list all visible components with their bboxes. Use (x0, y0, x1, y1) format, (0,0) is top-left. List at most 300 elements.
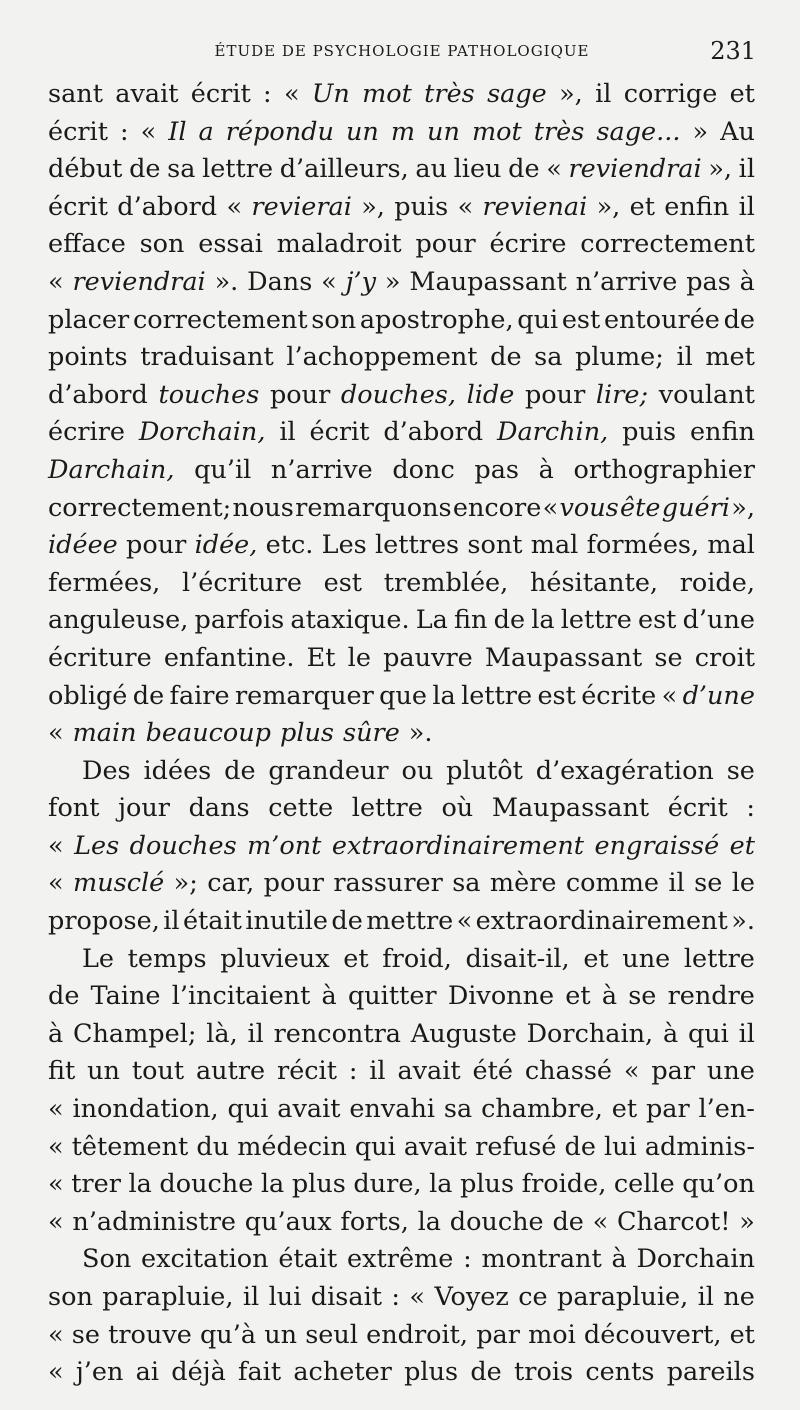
word: est (561, 304, 601, 335)
word: correctement (580, 229, 755, 260)
word: « (542, 492, 559, 523)
word: reviendrai (568, 154, 702, 185)
word: »; (173, 868, 198, 899)
word: pas (686, 266, 731, 297)
word: « (661, 680, 678, 711)
word: sage... (596, 116, 681, 147)
word: d’ailleurs, (279, 154, 409, 185)
word: Maupassant (484, 642, 643, 673)
word: se (654, 642, 683, 673)
word: lettre (560, 605, 632, 636)
word: », (596, 191, 621, 222)
word: nous (232, 492, 294, 523)
word: lettre (351, 793, 423, 824)
word: de (552, 1206, 584, 1237)
word: cette (268, 793, 334, 824)
word: à (321, 981, 337, 1012)
word: avait (403, 1131, 468, 1162)
word: sant (48, 79, 103, 109)
text-line (48, 1354, 755, 1392)
word: sa (443, 1094, 473, 1125)
text-line (48, 1279, 755, 1317)
word: n’arrive (270, 454, 373, 485)
word: ». (408, 718, 433, 749)
page-header (48, 36, 756, 66)
word: « (623, 1056, 640, 1087)
word: « (48, 266, 64, 297)
word: : (348, 1056, 358, 1087)
word: récit (277, 1056, 337, 1087)
word: idée, (194, 530, 258, 561)
word: sa (167, 154, 196, 185)
word: la (531, 605, 555, 636)
word: : (746, 793, 755, 824)
word: sa (534, 342, 563, 373)
word: à (538, 454, 554, 485)
word: lettres (375, 530, 460, 561)
word: « (48, 1169, 64, 1200)
text-line (48, 1053, 755, 1091)
word: apostrophe, (359, 304, 514, 335)
word: il (697, 1282, 714, 1312)
word: « (48, 718, 64, 749)
word: n’administre (72, 1206, 236, 1237)
word: Taine (90, 981, 161, 1012)
word: et (583, 943, 609, 974)
word: : (120, 116, 129, 147)
word: Darchain, (48, 454, 175, 485)
word: mal (707, 530, 755, 561)
word: il (738, 1018, 755, 1049)
word: quitter (347, 981, 437, 1012)
text-line (48, 302, 755, 340)
word: douche (449, 1206, 544, 1237)
word: engraissé (594, 830, 720, 861)
word: l’incitaient (171, 981, 311, 1012)
word: là, (206, 1018, 238, 1049)
word: maladroit (276, 229, 402, 260)
word: », (361, 191, 385, 222)
text-line (48, 865, 755, 903)
word: rassurer (333, 868, 443, 899)
word: « (546, 154, 562, 185)
word: pas (474, 454, 520, 485)
word: qu’on (682, 1169, 755, 1200)
word: « (226, 191, 243, 222)
word: découvert, (583, 1319, 722, 1350)
word: Dorchain, (526, 1018, 654, 1049)
word: Dorchain, (138, 417, 266, 448)
word: », (559, 79, 583, 109)
word: adminis- (644, 1131, 755, 1162)
word: Les (321, 530, 367, 561)
word: etc. (265, 530, 314, 561)
word: idées (143, 755, 212, 786)
word: Auguste (410, 1018, 517, 1049)
text-line (48, 1166, 755, 1204)
word: de (48, 981, 80, 1012)
word: se (694, 868, 723, 899)
word: écrit (190, 79, 251, 109)
word: anguleuse, (48, 605, 189, 636)
word: grandeur (268, 755, 389, 786)
word: : (391, 1282, 400, 1312)
word: son (48, 1282, 93, 1312)
word: médecin (237, 1131, 347, 1162)
word: « (48, 830, 64, 861)
word: moi (528, 1319, 576, 1350)
word: il (163, 906, 180, 937)
word: douches (129, 830, 237, 861)
word: essai (198, 229, 263, 260)
text-line (48, 715, 755, 753)
word: « (48, 868, 64, 899)
word: et (629, 191, 655, 222)
word: fermées, (48, 567, 161, 598)
word: écriture (48, 642, 152, 673)
word: où (441, 793, 474, 824)
word: Il (168, 116, 187, 147)
word: « (457, 191, 474, 222)
word: « (456, 906, 473, 937)
word: Maupassant (491, 793, 650, 824)
word: vous (559, 492, 619, 523)
word: écrire (489, 229, 567, 260)
word: hésitante, (529, 567, 659, 598)
word: de (493, 605, 526, 636)
word: extraordinairement (331, 830, 585, 861)
word: guéri (661, 492, 730, 523)
word: remarquer (234, 680, 374, 711)
word: encore (452, 492, 542, 523)
word: d’une (682, 680, 755, 711)
word: » (384, 266, 401, 297)
word: mettre (366, 906, 454, 937)
word: l’en- (698, 1094, 755, 1125)
word: celle (613, 1169, 675, 1200)
word: de (224, 755, 256, 786)
word: il (242, 1282, 260, 1312)
word: efface (48, 229, 126, 260)
word: correctement (132, 304, 308, 335)
word: endroit, (366, 1319, 469, 1350)
word: » (739, 1206, 755, 1237)
word: d’abord (383, 417, 484, 448)
running-head: ÉTUDE DE PSYCHOLOGIE PATHOLOGIQUE (214, 42, 590, 60)
word: mot (362, 79, 412, 109)
word: écrit (48, 116, 108, 147)
word: déjà (171, 1357, 226, 1388)
text-line (48, 1204, 755, 1242)
word: pluvieux (220, 943, 330, 974)
word: inondation, (72, 1094, 219, 1125)
word: met (705, 342, 755, 373)
text-line (48, 151, 755, 189)
word: parapluie, (102, 1282, 234, 1312)
word: idéee (48, 530, 118, 561)
word: se (628, 981, 657, 1012)
word: touches (158, 379, 260, 410)
word: de (129, 154, 161, 185)
word: par (476, 1319, 520, 1350)
word: parfois (194, 605, 285, 636)
word: de (564, 1131, 596, 1162)
word: », (708, 154, 733, 185)
word: il (279, 417, 296, 448)
text-line (48, 114, 755, 152)
word: tout (131, 1056, 185, 1087)
word: lui (604, 1131, 637, 1162)
word: de (132, 680, 165, 711)
word: plus (460, 1169, 515, 1200)
word: plus (291, 1169, 346, 1200)
word: répondu (225, 116, 334, 147)
word: Champel; (72, 1018, 197, 1049)
word: Son (82, 1244, 132, 1275)
word: trouve (108, 1319, 192, 1350)
word: à (662, 1018, 679, 1049)
text-line (48, 602, 755, 640)
word: pour (263, 868, 324, 899)
word: correctement; (48, 492, 232, 523)
text-line (48, 527, 755, 565)
word: enfantine. (163, 642, 295, 673)
word: douches, (340, 379, 456, 410)
word: l’achoppement (286, 342, 478, 373)
word: revierai (251, 191, 352, 222)
text-line (48, 1241, 755, 1279)
word: la (432, 680, 456, 711)
word: avait (277, 1094, 341, 1125)
word: sûre (343, 718, 400, 749)
word: Des (82, 755, 131, 786)
word: acheter (293, 1357, 392, 1388)
word: ce (518, 1282, 548, 1312)
word: lui (268, 1282, 302, 1312)
word: croit (694, 642, 755, 673)
word: forts, (340, 1206, 409, 1237)
word: Darchin, (497, 417, 609, 448)
word: il (738, 191, 755, 222)
word: de (470, 1357, 502, 1388)
word: qu’à (199, 1319, 257, 1350)
word: La (415, 605, 448, 636)
word: il (668, 868, 685, 899)
word: trer (71, 1169, 121, 1200)
text-line (48, 490, 755, 528)
word: pauvre (383, 642, 473, 673)
word: ai (135, 1357, 159, 1388)
word: et (729, 830, 755, 861)
text-line (48, 790, 755, 828)
word: sa (452, 868, 481, 899)
word: puis (394, 191, 449, 222)
word: m’ont (247, 830, 322, 861)
text-line (48, 76, 755, 114)
word: un (427, 116, 460, 147)
word: début (48, 154, 123, 185)
text-line (48, 414, 755, 452)
word: qu’aux (244, 1206, 332, 1237)
word: chambre, (481, 1094, 603, 1125)
word: un (87, 1056, 120, 1087)
word: font (48, 793, 100, 824)
word: était (278, 1244, 338, 1275)
word: orthographier (573, 454, 755, 485)
word: il (369, 1056, 386, 1087)
word: le (347, 642, 371, 673)
word: Maupassant (409, 266, 567, 297)
word: plus (404, 1357, 459, 1388)
word: froide, (521, 1169, 607, 1200)
word: parapluie, (557, 1282, 689, 1312)
word: écrire (48, 417, 125, 448)
word: à (611, 1244, 627, 1275)
word: main (72, 718, 137, 749)
word: un (264, 1319, 298, 1350)
word: Dorchain (636, 1244, 755, 1275)
word: la (417, 1206, 441, 1237)
word: ne (723, 1282, 755, 1312)
word: et (343, 943, 369, 974)
word: jour (118, 793, 170, 824)
word: revienai (482, 191, 588, 222)
word: et (729, 1319, 755, 1350)
word: l’écriture (181, 567, 302, 598)
word: ataxique. (290, 605, 410, 636)
word: il (247, 1018, 264, 1049)
word: il (595, 79, 612, 109)
word: d’une (682, 605, 755, 636)
word: la (128, 1169, 152, 1200)
word: sage (487, 79, 547, 109)
word: d’exagération (535, 755, 714, 786)
text-line (48, 452, 755, 490)
word: ou (401, 755, 434, 786)
word: Le (82, 943, 115, 974)
word: obligé (48, 680, 128, 711)
word: Un (311, 79, 350, 109)
text-line (48, 978, 755, 1016)
text-line (48, 1016, 755, 1054)
text-line (48, 640, 755, 678)
text-line (48, 339, 755, 377)
word: a (198, 116, 214, 147)
word: écrit (667, 793, 728, 824)
word: montrant (481, 1244, 602, 1275)
word: de (508, 154, 540, 185)
word: faire (169, 680, 230, 711)
word: par (651, 1056, 696, 1087)
word: ». (214, 266, 239, 297)
word: points (48, 342, 128, 373)
word: enfin (689, 417, 755, 448)
word: pareils (666, 1357, 755, 1388)
word: lire; (595, 379, 649, 410)
word: été (472, 1056, 513, 1087)
word: était (182, 906, 242, 937)
word: Et (306, 642, 336, 673)
word: à (601, 981, 618, 1012)
word: cents (585, 1357, 655, 1388)
word: formées, (586, 530, 700, 561)
word: plume; (575, 342, 664, 373)
word: le (731, 868, 755, 899)
word: mot (471, 116, 522, 147)
word: lide (466, 379, 515, 410)
word: : (263, 79, 272, 109)
word: Au (720, 116, 755, 147)
word: propose, (48, 906, 160, 937)
word: « (321, 266, 337, 297)
word: par (645, 1094, 690, 1125)
word: pour (269, 379, 331, 410)
word: inutile (245, 906, 328, 937)
word: envahi (349, 1094, 436, 1125)
word: j’y (345, 266, 377, 297)
word: pour (126, 530, 187, 561)
word: est (537, 680, 576, 711)
word: son (311, 304, 357, 335)
word: extraordinairement (475, 906, 728, 937)
word: un (345, 116, 379, 147)
word: fait (238, 1357, 282, 1388)
word: et (611, 1094, 638, 1125)
word: fit (48, 1056, 76, 1087)
word: plutôt (446, 755, 523, 786)
word: se (71, 1319, 100, 1350)
word: qui (227, 1094, 269, 1125)
word: mère (489, 868, 557, 899)
word: écrit (48, 191, 108, 222)
word: rendre (667, 981, 755, 1012)
text-line (48, 753, 755, 791)
word: dure, (353, 1169, 422, 1200)
word: m (390, 116, 416, 147)
word: », (731, 492, 755, 523)
word: trois (514, 1357, 574, 1388)
word: la (260, 1169, 285, 1200)
word: est (637, 605, 677, 636)
word: qu’il (194, 454, 252, 485)
word: voulant (658, 379, 755, 410)
word: temps (127, 943, 207, 974)
word: musclé (73, 868, 165, 899)
word: entourée (603, 304, 720, 335)
word: de (490, 342, 522, 373)
word: dans (188, 793, 250, 824)
word: qui (687, 1018, 729, 1049)
word: de (723, 304, 755, 335)
word: beaucoup (145, 718, 271, 749)
word: enfin (664, 191, 730, 222)
word: de (331, 906, 363, 937)
word: seul (305, 1319, 358, 1350)
word: qui (517, 304, 559, 335)
word: d’abord (117, 191, 218, 222)
text-line (48, 226, 755, 264)
word: au (415, 154, 448, 185)
word: « (592, 1206, 609, 1237)
word: disait-il, (465, 943, 570, 974)
word: donc (392, 454, 455, 485)
word: têtement (71, 1131, 189, 1162)
word: froid, (382, 943, 452, 974)
text-line (48, 1129, 755, 1167)
word: placer (48, 304, 130, 335)
word: « (283, 79, 300, 109)
text-line (48, 828, 755, 866)
